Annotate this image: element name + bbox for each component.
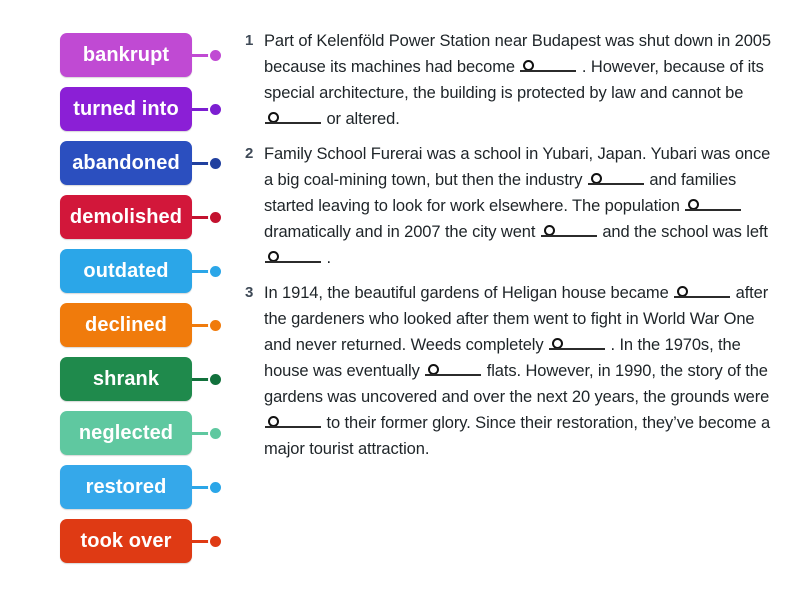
label-row: [0, 352, 232, 406]
drop-target-node-icon[interactable]: [688, 199, 699, 210]
paragraph-number: 2: [245, 145, 254, 162]
paragraph: [242, 28, 778, 132]
blank-drop-target[interactable]: [549, 336, 605, 352]
label-drag-handle[interactable]: [208, 102, 223, 117]
text-segment: and the school was left: [597, 223, 768, 241]
blank-drop-target[interactable]: [265, 249, 321, 265]
paragraph-text: [264, 280, 778, 462]
gap-fill-text-panel: [232, 0, 800, 600]
draggable-label[interactable]: abandoned: [60, 141, 192, 185]
blank-drop-target[interactable]: [520, 58, 576, 74]
blank-drop-target[interactable]: [265, 414, 321, 430]
label-row: [0, 514, 232, 568]
drop-target-node-icon[interactable]: [428, 364, 439, 375]
blank-drop-target[interactable]: [674, 284, 730, 300]
text-segment: dramatically and in 2007 the city went: [264, 223, 540, 241]
label-drag-handle[interactable]: [208, 372, 223, 387]
blank-drop-target[interactable]: [685, 197, 741, 213]
drop-target-node-icon[interactable]: [268, 112, 279, 123]
text-segment: flats. However, in 1990, the story of the gardens was uncovered and over the next 20 years, the grounds were: [264, 362, 770, 406]
blank-drop-target[interactable]: [265, 110, 321, 126]
text-segment: and families started leaving to look for work elsewhere. The population: [264, 171, 737, 215]
draggable-label[interactable]: bankrupt: [60, 33, 192, 77]
label-drag-handle[interactable]: [208, 264, 223, 279]
draggable-label[interactable]: took over: [60, 519, 192, 563]
drop-target-node-icon[interactable]: [677, 286, 688, 297]
text-segment: . However, because of its special architecture, the building is protected by law and cannot be: [264, 58, 764, 102]
label-drag-handle[interactable]: [208, 156, 223, 171]
draggable-label[interactable]: declined: [60, 303, 192, 347]
paragraph-text: [264, 141, 778, 271]
text-segment: . In the 1970s, the house was eventually: [264, 336, 741, 380]
draggable-label[interactable]: outdated: [60, 249, 192, 293]
label-row: [0, 460, 232, 514]
text-segment: .: [322, 249, 331, 267]
paragraph-number: 3: [245, 284, 254, 301]
drop-target-node-icon[interactable]: [268, 416, 279, 427]
draggable-label[interactable]: turned into: [60, 87, 192, 131]
label-drag-handle[interactable]: [208, 48, 223, 63]
draggable-label-column: [0, 0, 232, 600]
drop-target-node-icon[interactable]: [544, 225, 555, 236]
label-drag-handle[interactable]: [208, 210, 223, 225]
draggable-label[interactable]: shrank: [60, 357, 192, 401]
label-row: [0, 406, 232, 460]
text-segment: Family School Furerai was a school in Yubari, Japan. Yubari was once a big coal-mining town, but then the industry: [264, 145, 771, 189]
drop-target-node-icon[interactable]: [591, 173, 602, 184]
label-row: [0, 28, 232, 82]
paragraph: [242, 280, 778, 462]
text-segment: after the gardeners who looked after them went to fight in World War One and never returned. Weeds completely: [264, 284, 769, 354]
blank-drop-target[interactable]: [425, 362, 481, 378]
label-drag-handle[interactable]: [208, 480, 223, 495]
label-row: [0, 190, 232, 244]
draggable-label[interactable]: restored: [60, 465, 192, 509]
label-row: [0, 244, 232, 298]
label-row: [0, 136, 232, 190]
drop-target-node-icon[interactable]: [268, 251, 279, 262]
text-segment: Part of Kelenföld Power Station near Budapest was shut down in 2005 because its machines had become: [264, 32, 771, 76]
draggable-label[interactable]: neglected: [60, 411, 192, 455]
text-segment: In 1914, the beautiful gardens of Heligan house became: [264, 284, 674, 302]
paragraph-text: [264, 28, 778, 132]
label-drag-handle[interactable]: [208, 426, 223, 441]
draggable-label[interactable]: demolished: [60, 195, 192, 239]
label-drag-handle[interactable]: [208, 318, 223, 333]
text-segment: or altered.: [322, 110, 400, 128]
paragraph: [242, 141, 778, 271]
label-row: [0, 298, 232, 352]
drop-target-node-icon[interactable]: [552, 338, 563, 349]
label-row: [0, 82, 232, 136]
blank-drop-target[interactable]: [588, 171, 644, 187]
drop-target-node-icon[interactable]: [523, 60, 534, 71]
paragraph-number: 1: [245, 32, 254, 49]
text-segment: to their former glory. Since their restoration, they’ve become a major tourist attraction.: [264, 414, 771, 458]
label-drag-handle[interactable]: [208, 534, 223, 549]
blank-drop-target[interactable]: [541, 223, 597, 239]
